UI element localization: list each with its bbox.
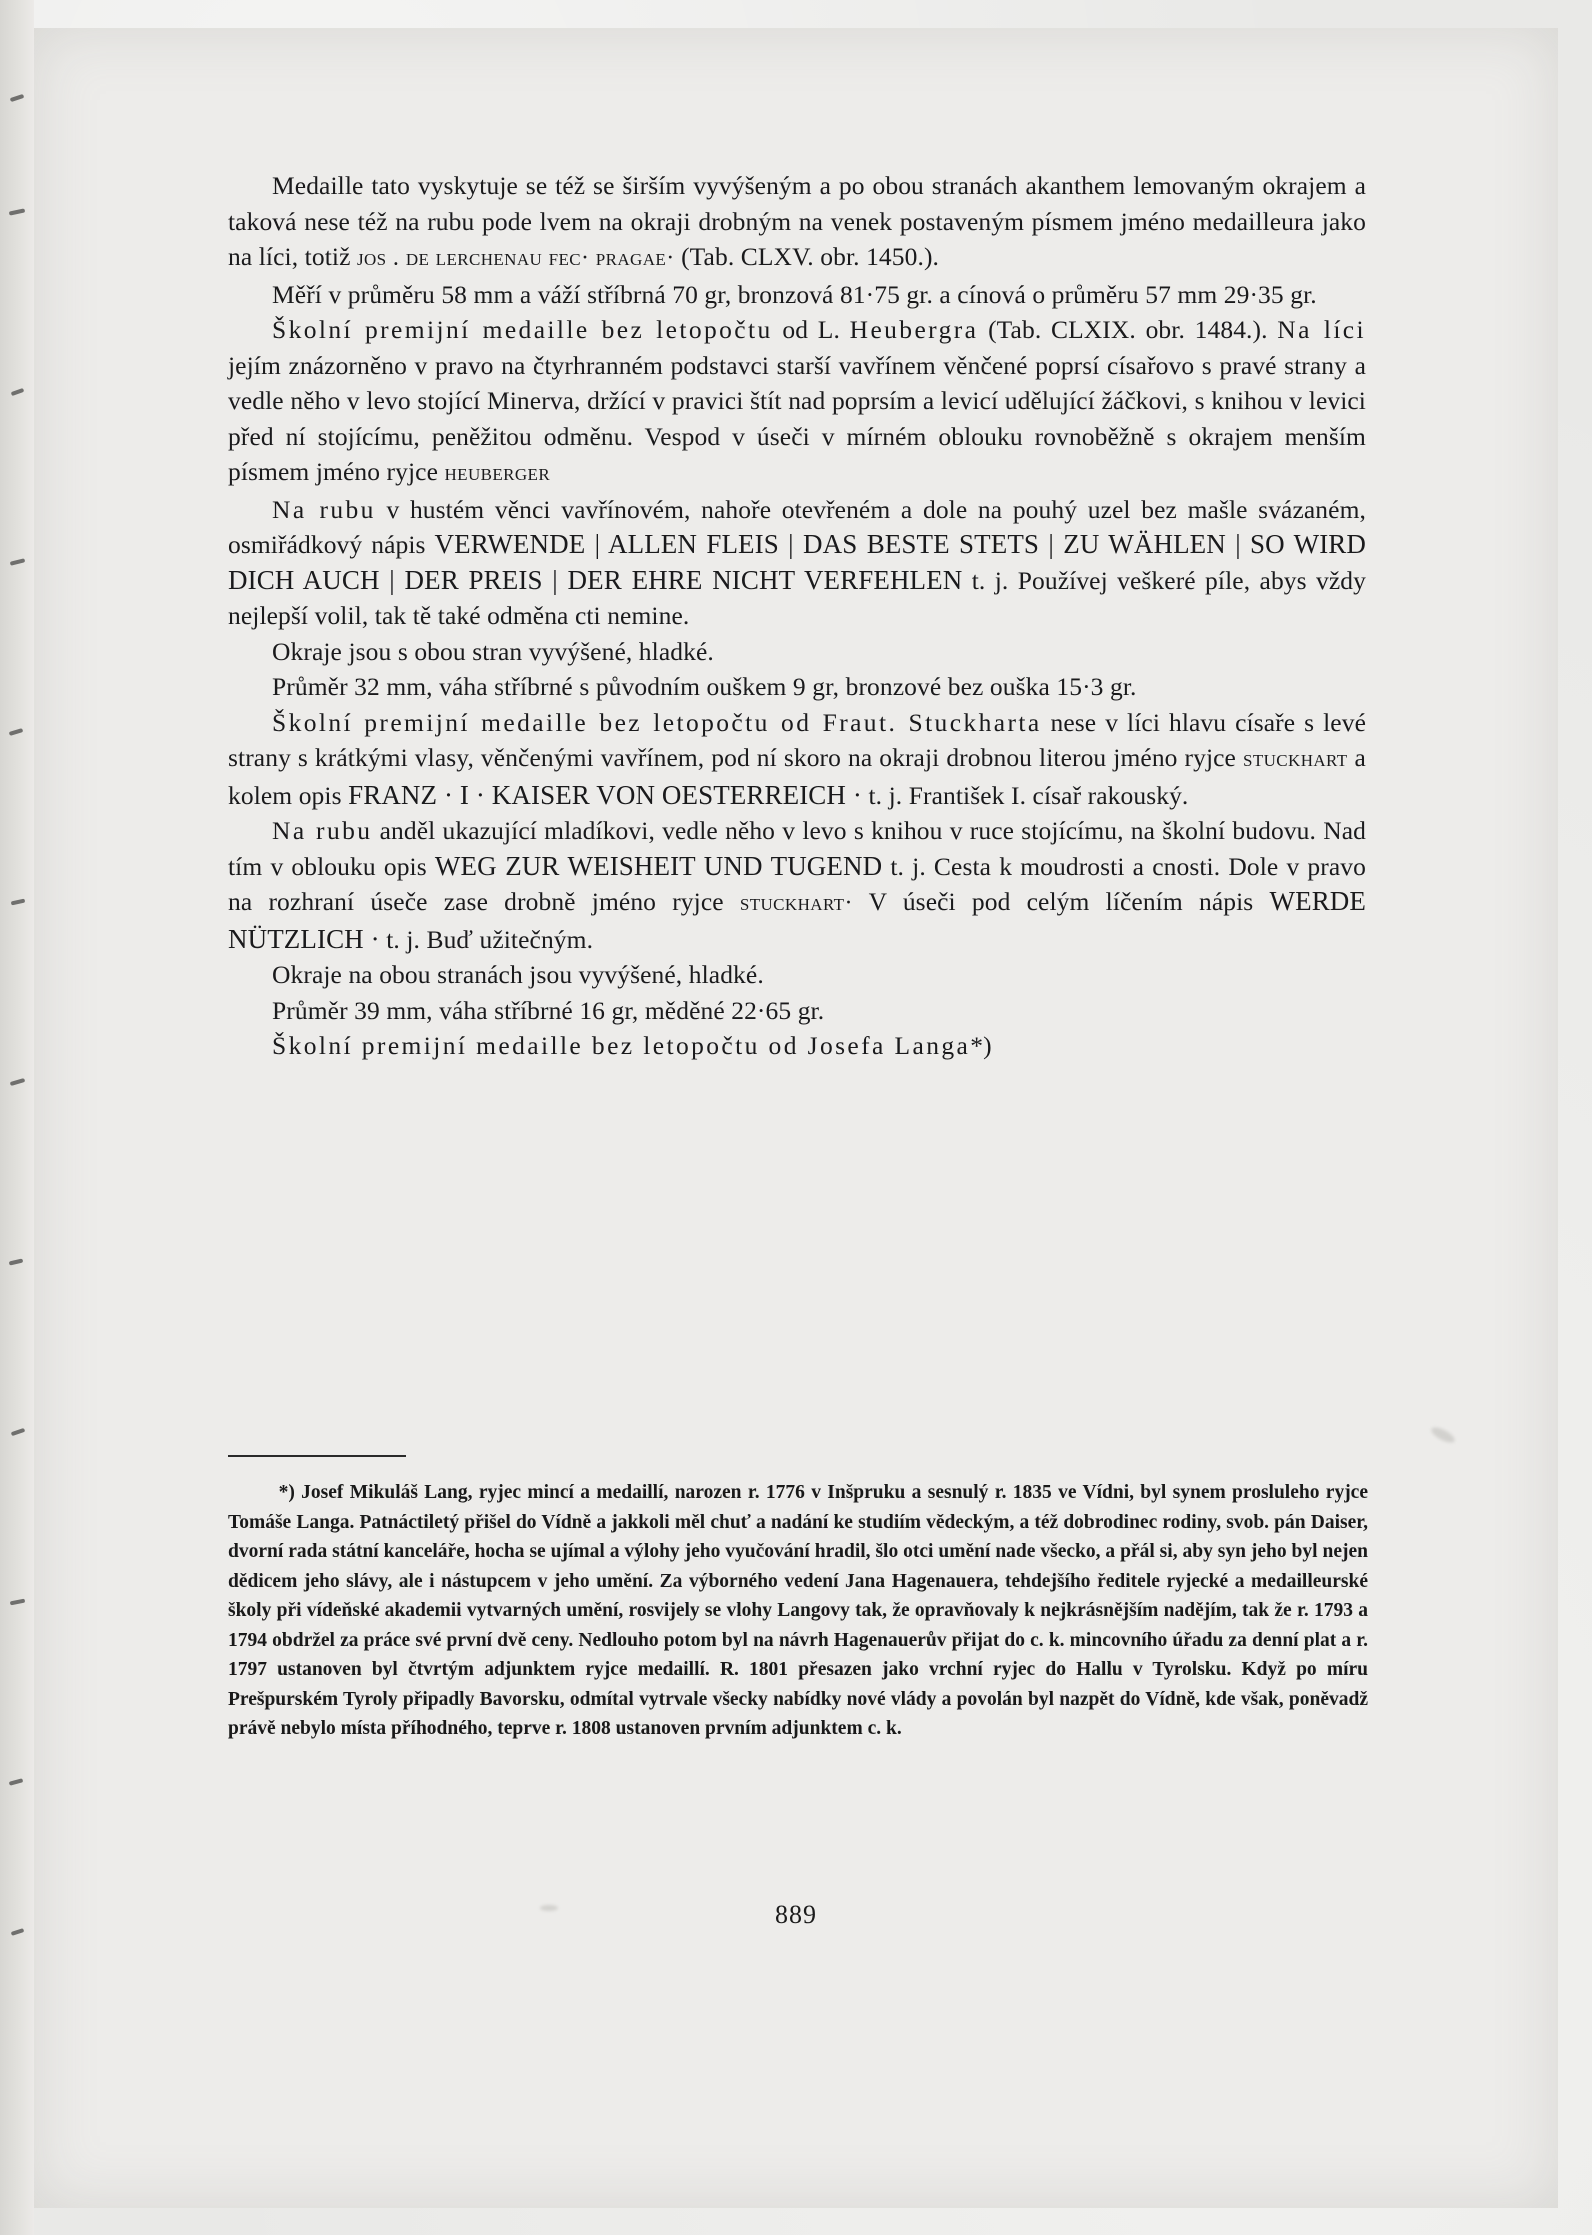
footnote-rule (228, 1455, 406, 1457)
paragraph: Okraje na obou stranách jsou vyvýšené, hladké. (272, 960, 764, 989)
paragraph: Měří v průměru 58 mm a váží stříbrná 70 gr, bronzová 81·75 gr. a cínová o průměru 57 mm 29·35 gr. (272, 279, 1317, 309)
paragraph: Okraje jsou s obou stran vyvýšené, hladké. (272, 636, 714, 666)
paragraph: Školní premijní medaille bez letopočtu od Josefa Langa*) (272, 1031, 992, 1060)
paragraph: Školní premijní medaille bez letopočtu od L. Heubergra (Tab. CLXIX. obr. 1484.). Na líci jejím znázorněno v pravo na čtyrhranném podstavci starší vavřínem věnčené poprsí císařovo s pravé strany a vedle něho v levo stojící Minerva, držící v pravici štít nad poprsím a levicí udělující žáčkovi, s knihou v levici před ní stojícímu, peněžitou odměnu. Vespod v úseči v mírném oblouku rovnoběžně s okrajem menším písmem jméno ryjce heuberger (228, 315, 1367, 486)
paragraph: Na rubu v hustém věnci vavřínovém, nahoře otevřeném a dole na pouhý uzel bez mašle svázaném, osmiřádkový nápis VERWENDE | ALLEN FLEIS | DAS BESTE STETS | ZU WÄHLEN | SO WIRD DICH AUCH | DER PREIS | DER EHRE NICHT VERFEHLEN t. j. Používej veškeré píle, abys vždy nejlepší volil, tak tě také odměna cti nemine. (228, 494, 1367, 630)
document-body (228, 168, 1366, 1064)
paragraph: Na rubu anděl ukazující mladíkovi, vedle něho v levo s knihou v ruce stojícímu, na školní budovu. Nad tím v oblouku opis WEG ZUR WEISHEIT UND TUGEND t. j. Cesta k moudrosti a cnosti. Dole v pravo na rozhraní úseče zase drobně jméno ryjce stuckhart· V úseči pod celým líčením nápis WERDE NÜTZLICH · t. j. Buď užitečným. (228, 816, 1367, 954)
page-number: 889 (775, 1900, 817, 1929)
paragraph: Medaille tato vyskytuje se též se širším vyvýšeným a po obou stranách akanthem lemovaným okrajem a taková nese též na rubu pode lvem na okraji drobným na venek postaveným písmem jméno medailleura jako na líci, totiž jos . de lerchenau fec· pragae· (Tab. CLXV. obr. 1450.). (228, 171, 1366, 271)
footnote: *) Josef Mikuláš Lang, ryjec mincí a medaillí, narozen r. 1776 v Inšpruku a sesnulý r. 1835 ve Vídni, byl synem prosluleho ryjce Tomáše Langa. Patnáctiletý přišel do Vídně a jakkoli měl chuť a nadání ke studiím vědeckým, a též dobrodinec rodiny, svob. pán Daiser, dvorní rada státní kanceláře, hocha se ujímal a výlohy jeho vyučování hradil, šlo otci umění nade všecko, a přál si, aby syn jeho byl nejen dědicem jeho slávy, ale i nástupcem v jeho umění. Za výborného vedení Jana Hagenauera, tehdejšího ředitele ryjecké a medailleurské školy při vídeňské akademii vytvarných umění, rosvijely se vlohy Langovy tak, že opravňovaly k nejkrásnějším nadějím, tak že r. 1793 a 1794 obdržel za práce své první dvě ceny. Nedlouho potom byl na návrh Hagenauerův přijat do c. k. mincovního úřadu za denní plat a r. 1797 ustanoven byl čtvrtým adjunktem ryjce medaillí. R. 1801 přesazen jako vrchní ryjec do Hallu v Tyrolsku. Když po míru Prešpurském Tyroly připadly Bavorsku, odmítal vytrvale všecky nabídky nové vlády a povolán byl nazpět do Vídně, kde však, poněvadž právě nebylo místa příhodného, teprve r. 1808 ustanoven prvním adjunktem c. k. (228, 1482, 1368, 1739)
gutter-marks (8, 90, 28, 1990)
paragraph: Školní premijní medaille bez letopočtu od Fraut. Stuckharta nese v líci hlavu císaře s levé strany s krátkými vlasy, věnčenými vavřínem, pod ní skoro na okraji drobnou literou jméno ryjce stuckhart a kolem opis FRANZ · I · KAISER VON OESTERREICH · t. j. František I. císař rakouský. (228, 707, 1366, 810)
paragraph: Průměr 32 mm, váha stříbrné s původním ouškem 9 gr, bronzové bez ouška 15·3 gr. (272, 672, 1137, 701)
paragraph: Průměr 39 mm, váha stříbrné 16 gr, měděné 22·65 gr. (272, 995, 825, 1025)
